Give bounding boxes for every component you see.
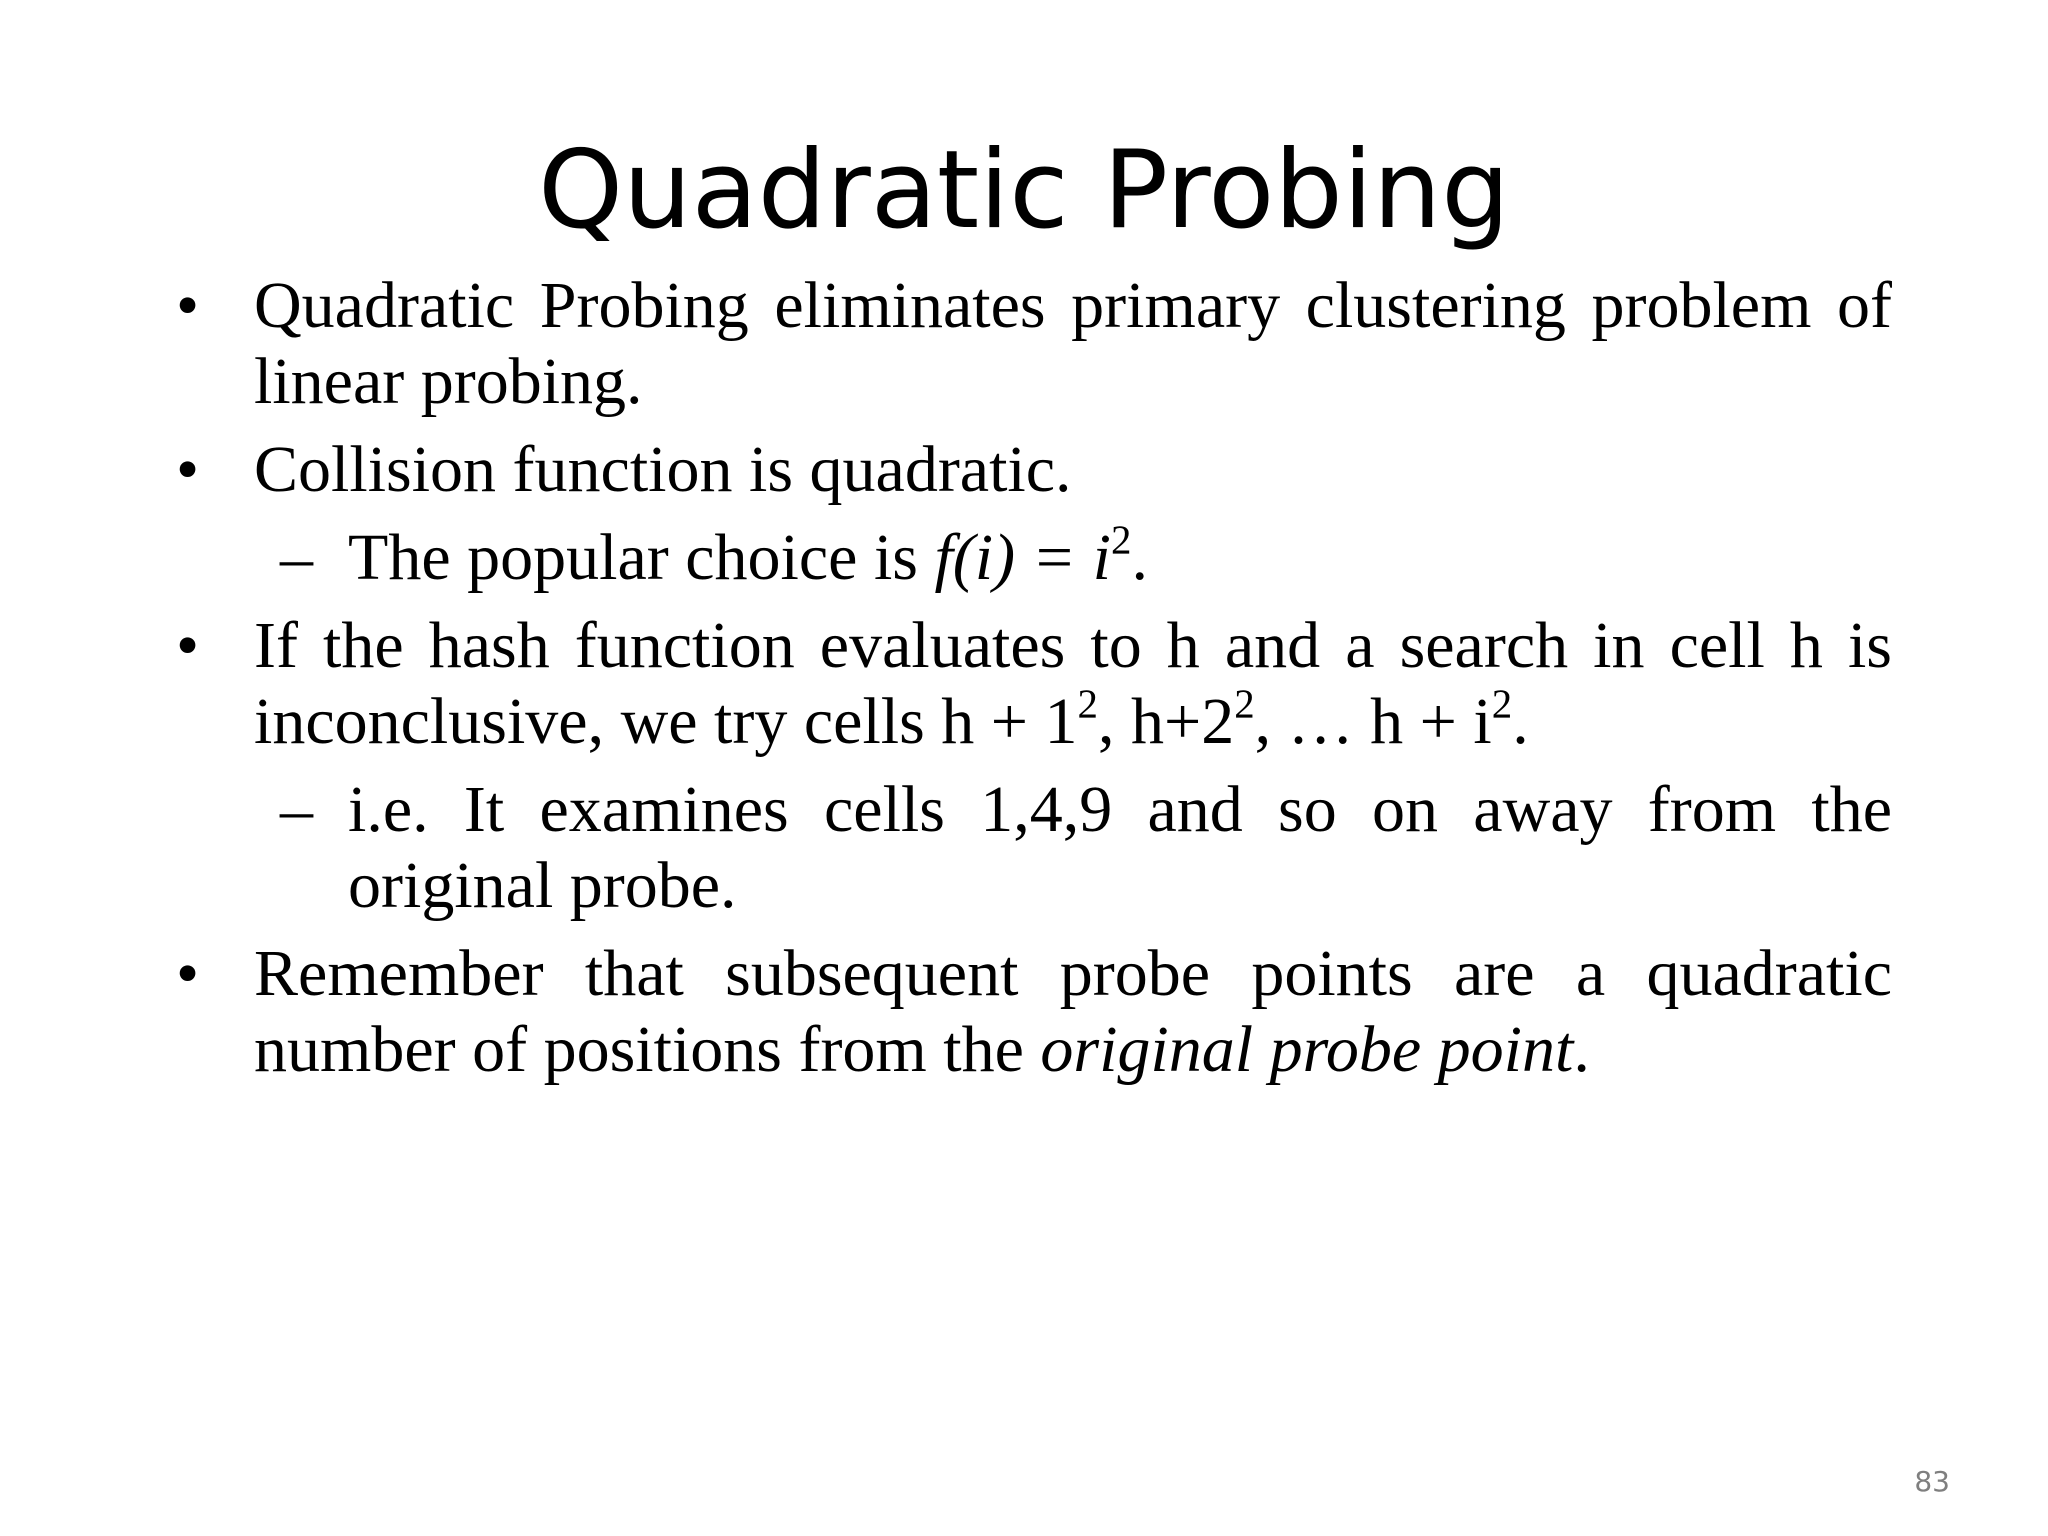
bullet-primary-clustering bbox=[168, 268, 1892, 420]
bullet-collision-function bbox=[168, 432, 1892, 508]
page-number: 83 bbox=[1914, 1465, 1950, 1498]
exponent: 2 bbox=[1234, 681, 1255, 727]
sub-bullet-popular-choice bbox=[168, 517, 1892, 596]
exponent: 2 bbox=[1077, 681, 1098, 727]
slide-title: Quadratic Probing bbox=[538, 128, 1510, 253]
bullet-text-part: . bbox=[1512, 685, 1529, 758]
formula-base: i bbox=[1092, 521, 1111, 594]
sub-bullet-suffix: . bbox=[1131, 521, 1148, 594]
bullet-text-part: , h+2 bbox=[1097, 685, 1235, 758]
exponent: 2 bbox=[1491, 681, 1513, 727]
formula-equals: = bbox=[1015, 521, 1093, 594]
bullet-text: Quadratic Probing eliminates primary clustering problem of linear probing. bbox=[254, 269, 1892, 418]
bullet-text-part: Remember that subsequent probe points are a quadratic number of positions from the bbox=[254, 937, 1892, 1086]
bullet-remember bbox=[168, 936, 1892, 1088]
sub-bullet-text: i.e. It examines cells 1,4,9 and so on away from the original probe. bbox=[348, 773, 1892, 922]
sub-bullet-examines-cells bbox=[168, 772, 1892, 924]
slide-body bbox=[168, 268, 1892, 1100]
bullet-text-part: If the hash function evaluates to h and a search in cell h is inconclusive, we try cells h + 1 bbox=[254, 609, 1892, 758]
bullet-probe-sequence bbox=[168, 608, 1892, 760]
formula-lhs: f(i) bbox=[934, 521, 1016, 594]
sub-bullet-prefix: The popular choice is bbox=[348, 521, 935, 594]
bullet-text-part: . bbox=[1573, 1013, 1590, 1086]
bullet-text: Collision function is quadratic. bbox=[254, 433, 1072, 506]
emphasized-text: original probe point bbox=[1040, 1013, 1574, 1086]
formula-exponent: 2 bbox=[1111, 517, 1132, 563]
bullet-text-part: , … h + i bbox=[1254, 685, 1492, 758]
